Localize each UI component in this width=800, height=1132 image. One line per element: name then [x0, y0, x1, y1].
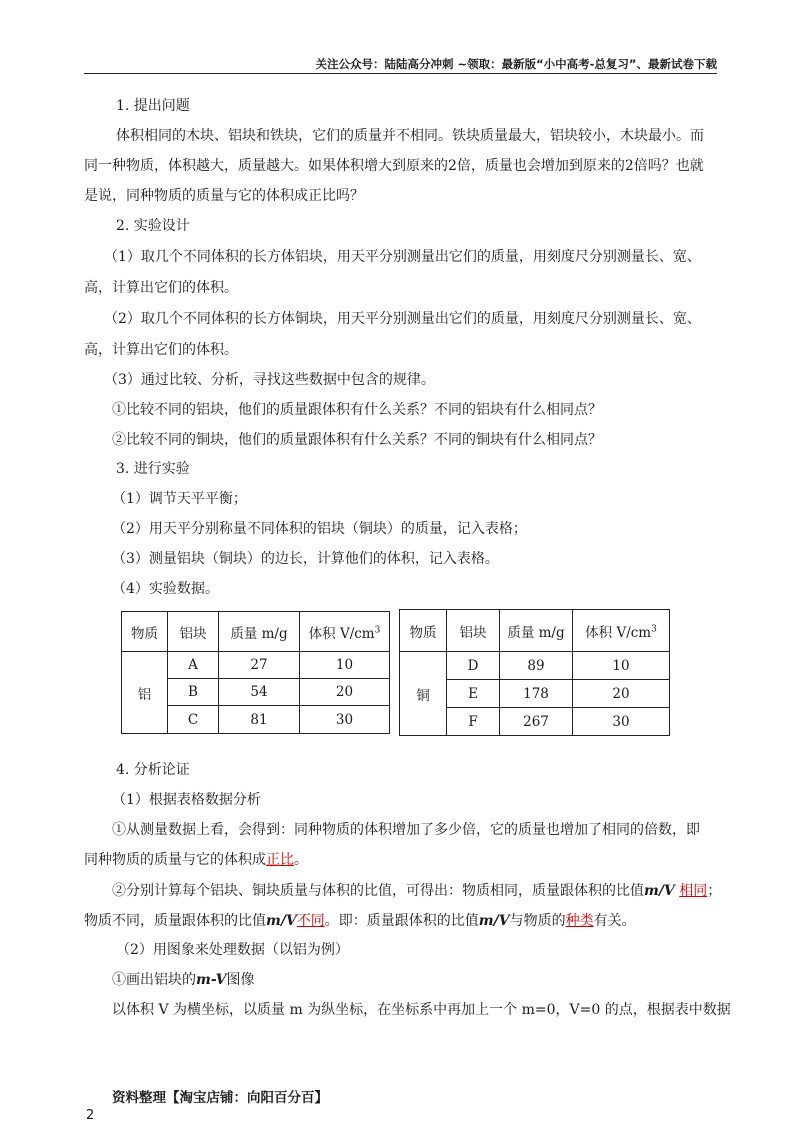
- answer-blank: 正比: [266, 852, 294, 868]
- paragraph-line: （3）通过比较、分析，寻找这些数据中包含的规律。: [104, 372, 435, 388]
- paragraph-line: 同种物质的质量与它的体积成正比。: [84, 852, 308, 868]
- table-cell: 20: [300, 679, 390, 706]
- paragraph-line: 高，计算出它们的体积。: [84, 280, 238, 296]
- paragraph-line: ②比较不同的铜块，他们的质量跟体积有什么关系？不同的铜块有什么相同点？: [112, 432, 602, 448]
- table-cell: 30: [573, 708, 670, 736]
- paragraph-line: ②分别计算每个铝块、铜块质量与体积的比值，可得出：物质相同，质量跟体积的比值m/V 相同；: [112, 883, 722, 899]
- paragraph-line: （2）用天平分别称量不同体积的铝块（铜块）的质量，记入表格；: [112, 521, 527, 537]
- table-cell: 54: [219, 679, 300, 706]
- page-header: 关注公众号：陆陆高分冲刺 ~领取：最新版“小中高考-总复习”、最新试卷下载: [315, 57, 717, 71]
- paragraph-line: ①画出铝块的m-V图像: [112, 972, 255, 988]
- paragraph-line: 以体积 V 为横坐标，以质量 m 为纵坐标，在坐标系中再加上一个 m=0，V=0 的点，根据表中数据: [112, 1002, 731, 1018]
- table-cell: D: [447, 652, 500, 680]
- table-cell: F: [447, 708, 500, 736]
- paragraph-line: ①从测量数据上看，会得到：同种物质的体积增加了多少倍，它的质量也增加了相同的倍数，即: [112, 822, 700, 838]
- copper-data-table: [399, 609, 670, 736]
- table-cell: 10: [573, 652, 670, 680]
- paragraph-line: 同一种物质，体积越大，质量越大。如果体积增大到原来的2倍，质量也会增加到原来的2倍吗？也就: [84, 158, 704, 174]
- table-cell: 10: [300, 652, 390, 679]
- heading-2: 2. 实验设计: [116, 218, 190, 234]
- table-header: 质量 m/g: [219, 612, 300, 652]
- table-cell: 267: [500, 708, 573, 736]
- answer-blank: 种类: [565, 913, 594, 929]
- paragraph-line: 体积相同的木块、铝块和铁块，它们的质量并不相同。铁块质量最大，铝块较小，木块最小。而: [116, 128, 704, 144]
- table-header: 铝块: [447, 610, 500, 652]
- heading-3: 3. 进行实验: [116, 461, 190, 477]
- table-cell: 89: [500, 652, 573, 680]
- table-cell: 30: [300, 706, 390, 734]
- table-header: 体积 $V/cm^3$: [300, 612, 390, 652]
- paragraph-line: 是说，同种物质的质量与它的体积成正比吗？: [84, 188, 364, 204]
- table-cell: E: [447, 680, 500, 708]
- heading-1: 1. 提出问题: [116, 98, 190, 114]
- table-cell: 81: [219, 706, 300, 734]
- material-cell: 铝: [122, 652, 168, 734]
- table-header: 体积 $V/cm^3$: [573, 610, 670, 652]
- paragraph-line: （1）调节天平平衡；: [112, 491, 247, 507]
- table-cell: 20: [573, 680, 670, 708]
- table-cell: C: [168, 706, 219, 734]
- paragraph-line: 物质不同，质量跟体积的比值m/V不同。即：质量跟体积的比值m/V与物质的种类有关。: [84, 913, 636, 929]
- paragraph-line: （1）根据表格数据分析: [112, 792, 261, 808]
- table-header: 物质: [122, 612, 168, 652]
- answer-blank: 相同: [679, 883, 708, 899]
- paragraph-line: 高，计算出它们的体积。: [84, 342, 238, 358]
- table-cell: B: [168, 679, 219, 706]
- paragraph-line: （1）取几个不同体积的长方体铝块，用天平分别测量出它们的质量，用刻度尺分别测量长、宽、: [104, 249, 701, 265]
- paragraph-line: （4）实验数据。: [112, 581, 219, 597]
- table-cell: 27: [219, 652, 300, 679]
- paragraph-line: （3）测量铝块（铜块）的边长，计算他们的体积，记入表格。: [112, 551, 499, 567]
- paragraph-line: ①比较不同的铝块，他们的质量跟体积有什么关系？不同的铝块有什么相同点？: [112, 402, 602, 418]
- material-cell: 铜: [400, 652, 447, 736]
- table-header: 物质: [400, 610, 447, 652]
- header-rule: [84, 73, 717, 74]
- paragraph-line: （2）取几个不同体积的长方体铜块，用天平分别测量出它们的质量，用刻度尺分别测量长、宽、: [104, 311, 701, 327]
- page-number: 2: [86, 1108, 95, 1123]
- table-cell: 178: [500, 680, 573, 708]
- table-header: 铝块: [168, 612, 219, 652]
- table-header: 质量 m/g: [500, 610, 573, 652]
- page-footer: 资料整理【淘宝店铺：向阳百分百】: [112, 1090, 328, 1106]
- table-cell: A: [168, 652, 219, 679]
- aluminum-data-table: [121, 611, 390, 734]
- heading-4: 4. 分析论证: [116, 762, 190, 778]
- answer-blank: 不同: [296, 913, 325, 929]
- paragraph-line: （2）用图象来处理数据（以铝为例）: [116, 942, 349, 958]
